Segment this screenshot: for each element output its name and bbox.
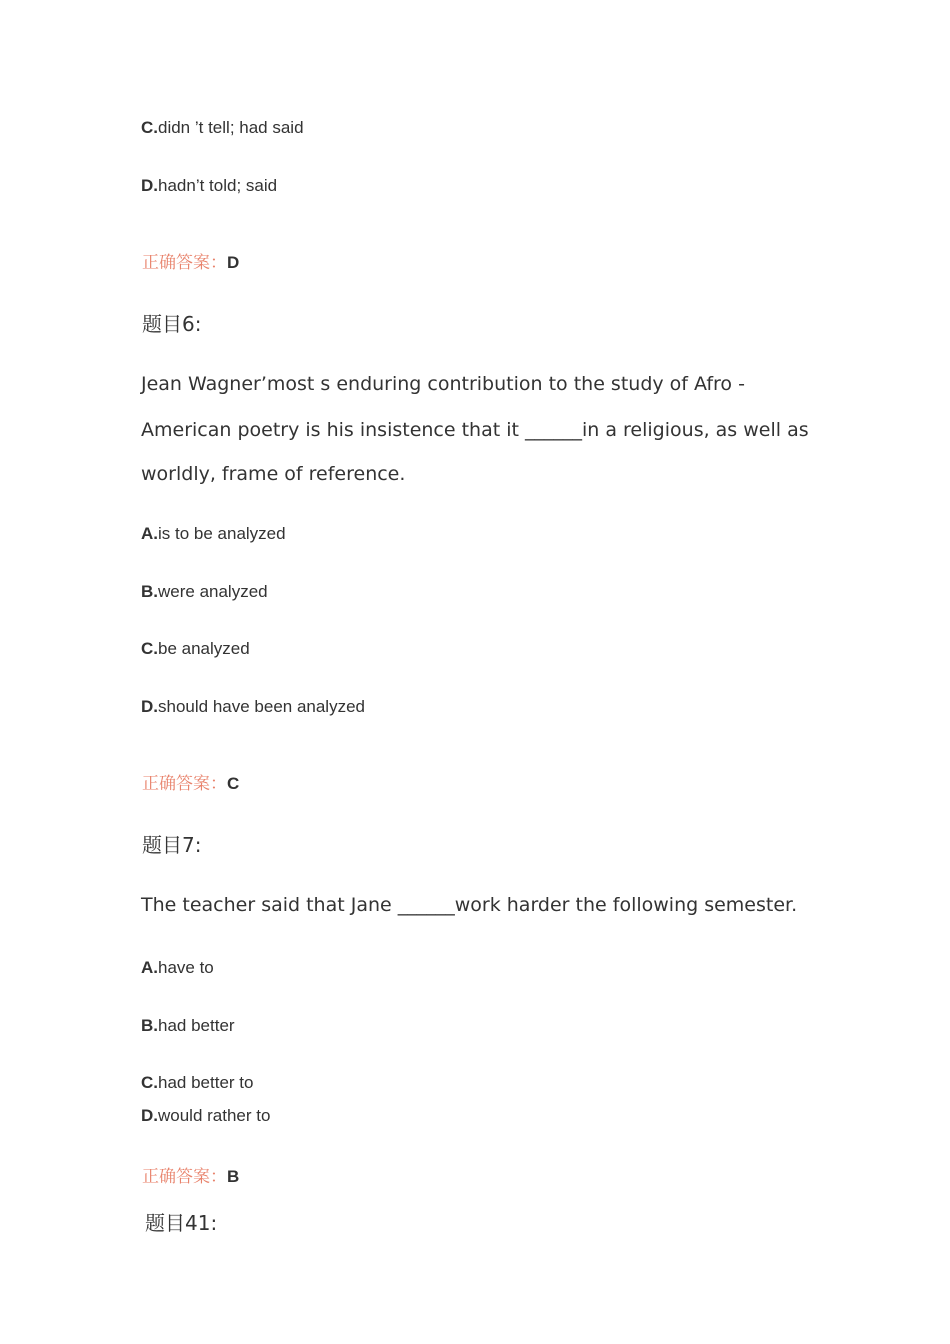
option-letter: C.	[141, 1073, 158, 1092]
answer-label: 正确答案：	[142, 774, 227, 794]
option-letter: D.	[141, 697, 158, 716]
question-text-line: American poetry is his insistence that it ______in a religious, as well as	[141, 419, 809, 441]
answer-label: 正确答案：	[142, 1167, 227, 1187]
correct-answer	[142, 248, 239, 273]
option-text: should have been analyzed	[158, 697, 365, 716]
option-letter: D.	[141, 176, 158, 195]
option-d	[141, 176, 277, 196]
question-text-line: The teacher said that Jane ______work harder the following semester.	[141, 894, 798, 916]
option-letter: B.	[141, 1016, 158, 1035]
option-text: had better to	[158, 1073, 254, 1092]
option-text: is to be analyzed	[158, 524, 286, 543]
answer-value: B	[227, 1167, 240, 1186]
option-letter: A.	[141, 958, 158, 977]
option-letter: B.	[141, 582, 158, 601]
option-b	[141, 582, 268, 602]
option-b	[141, 1016, 235, 1036]
option-text: hadn’t told; said	[158, 176, 278, 195]
question-heading: 题目7:	[142, 833, 202, 857]
option-a	[141, 524, 286, 544]
answer-value: C	[227, 774, 240, 793]
option-letter: A.	[141, 524, 158, 543]
option-text: be analyzed	[158, 639, 250, 658]
option-text: had better	[158, 1016, 235, 1035]
answer-value: D	[227, 253, 240, 272]
option-c	[141, 639, 250, 659]
option-text: have to	[158, 958, 214, 977]
question-text-line: worldly, frame of reference.	[141, 463, 406, 485]
correct-answer	[142, 769, 239, 794]
question-heading: 题目41:	[145, 1211, 218, 1235]
option-c	[141, 1073, 253, 1093]
option-text: were analyzed	[158, 582, 268, 601]
question-text-line: Jean Wagner’most s enduring contribution to the study of Afro -	[141, 373, 745, 395]
option-d	[141, 697, 365, 717]
answer-label: 正确答案：	[142, 253, 227, 273]
option-text: would rather to	[158, 1106, 271, 1125]
option-letter: D.	[141, 1106, 158, 1125]
option-letter: C.	[141, 639, 158, 658]
option-d	[141, 1106, 270, 1126]
option-a	[141, 958, 214, 978]
option-text: didn ’t tell; had said	[158, 118, 304, 137]
option-c	[141, 118, 304, 138]
question-heading: 题目6:	[142, 312, 202, 336]
option-letter: C.	[141, 118, 158, 137]
correct-answer	[142, 1162, 239, 1187]
